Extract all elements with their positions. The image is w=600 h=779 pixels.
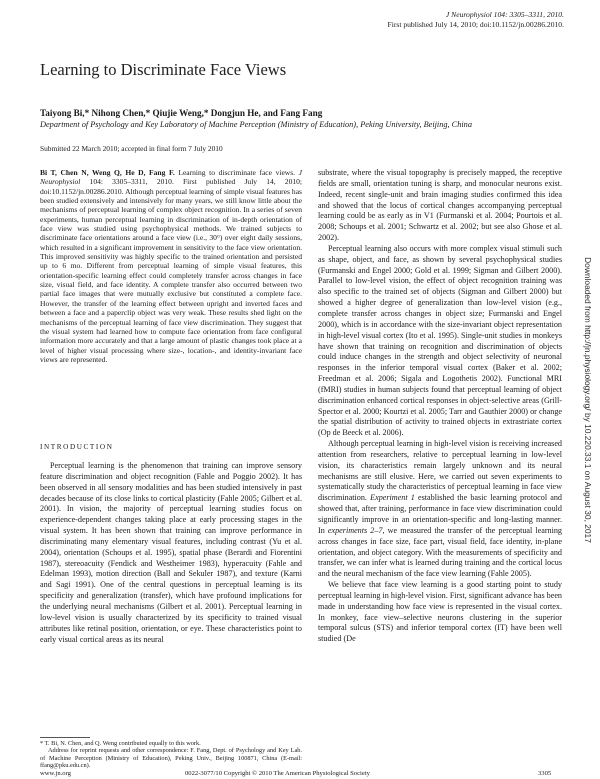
footer-website[interactable]: www.jn.org <box>40 770 71 777</box>
download-watermark <box>583 257 593 543</box>
experiments-2-7-ref: experiments 2–7 <box>327 525 383 535</box>
footer-copyright: 0022-3077/10 Copyright © 2010 The American Physiological Society <box>185 770 370 777</box>
submission-dates: Submitted 22 March 2010; accepted in final form 7 July 2010 <box>40 144 223 153</box>
right-paragraph-4: We believe that face view learning is a good starting point to study perceptual learning in high-level vision. First, significant advance has been made in understanding how face view is represented in the visual cortex. In monkey, face view–selective neurons clustering in the superior temporal sulcus (STS) and inferior temporal cortex (IT) have been well studied (De <box>318 580 562 644</box>
footnote-divider <box>40 737 90 738</box>
abstract-body: Although perceptual learning of simple visual features has been studied extensively and intensively for many years, we still know little about the mechanisms of perceptual learning of complex object recognition. In a series of seven experiments, human perceptual learning in discrimination of in-depth orientation of face view was studied using psychophysical methods. We trained subjects to discriminate face orientations around a face view (i.e., 30°) over eight daily sessions, which resulted in a significant improvement in sensitivity to the face view orientation. This improved sensitivity was highly specific to the trained orientation and persisted up to 6 mo. Different from perceptual learning of simple visual features, this orientation-specific learning effect could completely transfer across changes in face size, visual field, and face identity. A complete transfer also occurred between two partial face images that were mutually exclusive but constituted a complete face. However, the transfer of the learning effect between upright and inverted faces and between a face and a paperclip object was very weak. These results shed light on the mechanisms of the perceptual learning of face view discrimination. They suggest that the visual system had learned how to compute face orientation from face configural information more accurately and that a large amount of plastic changes took place at a level of higher visual processing where size-, location-, and identity-invariant face views are represented. <box>40 186 302 364</box>
footnotes <box>40 740 302 770</box>
abstract-citation-title: Learning to discriminate face views. <box>174 168 299 177</box>
footnote-correspondence: Address for reprint requests and other correspondence: F. Fang, Dept. of Psychology and Key Lab. of Machine Perception (Ministry of Education), Peking Univ., Beijing 100871, China (E-mail: ffang@pku.edu.cn). <box>40 747 302 770</box>
author-list: Taiyong Bi,* Nihong Chen,* Qiujie Weng,* Dongjun He, and Fang Fang <box>40 108 323 118</box>
journal-reference: J Neurophysiol 104: 3305–3311, 2010. <box>445 10 564 19</box>
right-column <box>318 168 562 645</box>
right-paragraph-3 <box>318 439 562 580</box>
abstract-citation-details: 104: 3305–3311, 2010. First published July 14, 2010; doi:10.1152/jn.00286.2010. <box>40 177 302 196</box>
abstract <box>40 168 302 364</box>
right-paragraph-2: Perceptual learning also occurs with more complex visual stimuli such as shape, object, and face, as shown by several psychophysical studies (Furmanski and Engel 2000; Gold et al. 1999; Sigman and Gilbert 2000). Parallel to low-level vision, the effect of object recognition training was also specific to the trained set of objects (Sigman and Gilbert 2000) but showed a higher degree of generalization than low-level vision (e.g., complete transfer across changes in object size; Furmanski and Engel 2000), which is in accordance with the size-invariant object representation in high-level visual cortex (Ito et al. 1995). Single-unit studies in monkeys have shown that training on recognition and discrimination of objects could induce changes in the strength and object selectivity of neuronal responses in the inferior temporal visual cortex (Baker et al. 2002; Freedman et al. 2006; Sigala and Logothetis 2002). Functional MRI (fMRI) studies in human subjects found that perceptual learning of object discrimination enhanced cortical responses in object-selective areas (Grill-Spector et al. 2000; Kourtzi et al. 2005; Tarr and Gauthier 2000) or change the spatial distribution of activity to trained objects in extrastriate cortex (Op de Beeck et al. 2006). <box>318 243 562 438</box>
download-suffix: by 10.220.33.1 on August 30, 2017 <box>583 410 593 543</box>
journal-header <box>388 10 565 29</box>
intro-paragraph-1: Perceptual learning is the phenomenon that training can improve sensory feature discrimination and object recognition (Fahle and Poggio 2002). It has been observed in all sensory modalities and has been studied intensively in past decades because of its close links to cortical plasticity (Fahle 2005; Gilbert et al. 2001). In vision, the majority of perceptual learning studies focus on experience-dependent changes taking place at early processing stages in the visual system. It has been shown that training can improve performance in discriminating many elementary visual features, including contrast (Yu et al. 2004), orientation (Schoups et al. 1995), spatial phase (Berardi and Fiorentini 1987), stereoacuity (Fendick and Westheimer 1983), hyperacuity (Fahle and Edelman 1993), motion direction (Ball and Sekuler 1987), and texture (Karni and Sagi 1991). One of the central questions in perceptual learning is its specificity and generalization (transfer), which have profound implications for the underlying neural mechanisms (Gilbert et al. 2001). Perceptual learning in low-level vision is usually characterized by its specificity to trained visual attributes like retinal position, orientation, or eye. These characteristics point to early visual cortical areas as its neural <box>40 461 302 644</box>
abstract-citation-journal: J Neurophysiol <box>40 168 302 187</box>
download-link[interactable]: http://jn.physiology.org/ <box>583 325 593 411</box>
right-paragraph-1: substrate, where the visual topography is precisely mapped, the receptive fields are small, orientation tuning is sharp, and monocular neurons exist. Indeed, recent single-unit and brain imaging studies confirmed this idea and showed that the locus of cortical changes accompanying perceptual learning could be as early as in V1 (Furmanski et al. 2004; Pourtois et al. 2008; Schoups et al. 2001; Schwartz et al. 2002; but see also Ghose et al. 2002). <box>318 168 562 243</box>
introduction-left-column <box>40 461 302 645</box>
article-title: Learning to Discriminate Face Views <box>40 60 287 79</box>
p3-part-a: Although perceptual learning in high-level vision is receiving increased attention from researchers, relative to perceptual learning in low-level vision, its characteristics remain largely unknown and its neural mechanisms are still elusive. Here, we carried out seven experiments to systematically study the characteristics of perceptual learning in face view discrimination. <box>318 439 562 503</box>
abstract-citation-authors: Bi T, Chen N, Weng Q, He D, Fang F. <box>40 168 175 177</box>
p3-part-b: established the basic learning protocol and showed that, after training, performance in face view discrimination could significantly improve in an orientation-specific and long-lasting manner. In <box>318 493 562 535</box>
footnote-equal-contribution: * T. Bi, N. Chen, and Q. Weng contributed equally to this work. <box>40 740 201 747</box>
page-number: 3305 <box>538 770 552 777</box>
affiliation: Department of Psychology and Key Laboratory of Machine Perception (Ministry of Education), Peking University, Beijing, China <box>40 120 472 129</box>
experiment-1-ref: Experiment 1 <box>370 493 415 503</box>
introduction-heading: INTRODUCTION <box>40 443 114 451</box>
p3-part-c: , we measured the transfer of the perceptual learning across changes in face size, face part, visual field, face identity, in-plane orientation, and object category. With the measurements of specificity and transfer, we can infer what is learned during training and the cortical locus and the neural mechanism of the face view learning (Fahle 2005). <box>318 525 562 579</box>
download-prefix: Downloaded from <box>583 257 593 326</box>
first-published-line: First published July 14, 2010; doi:10.1152/jn.00286.2010. <box>387 19 564 29</box>
